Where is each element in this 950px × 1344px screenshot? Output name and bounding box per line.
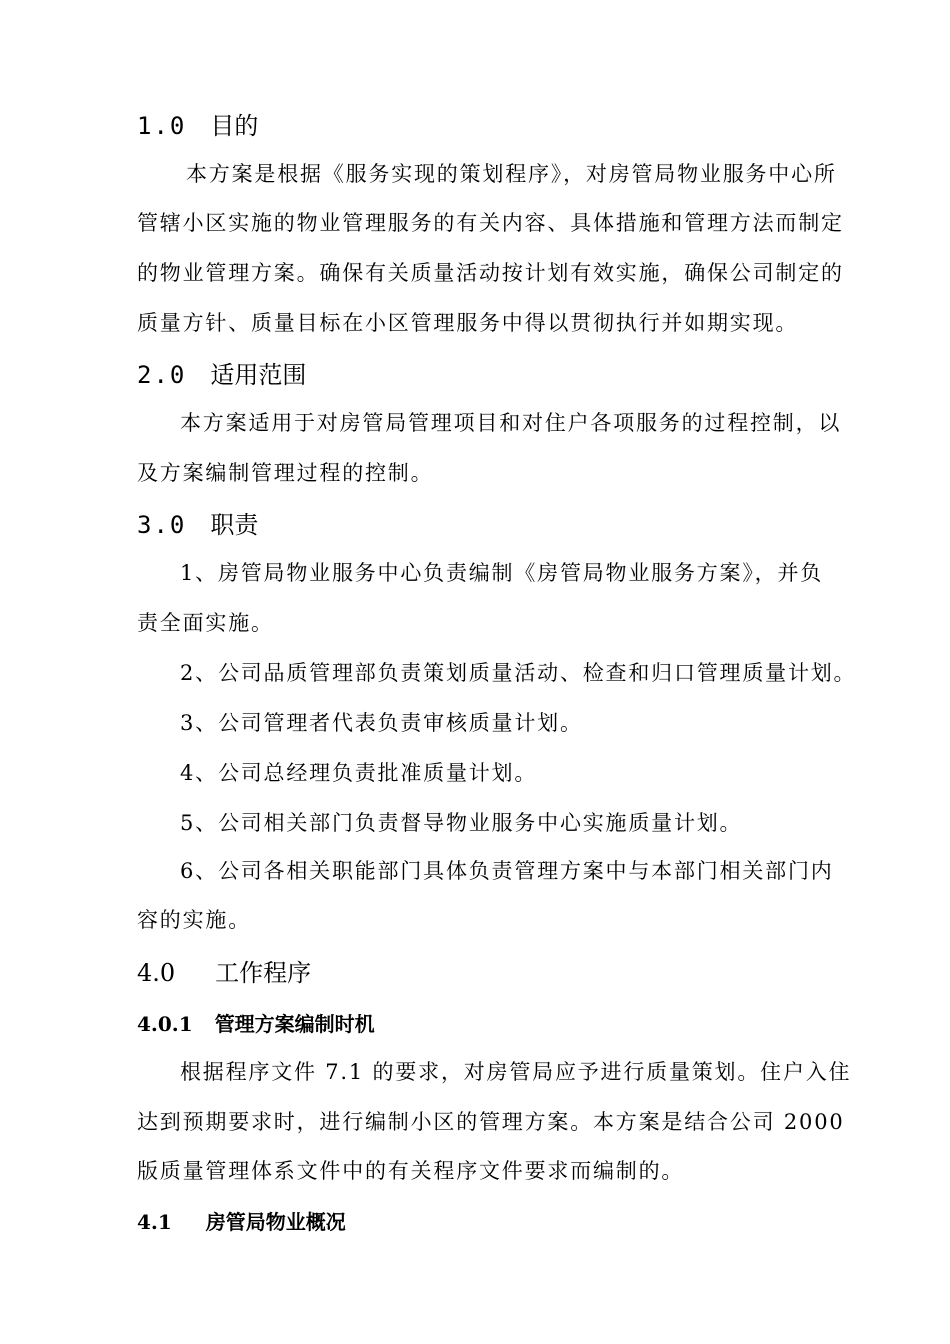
section-heading-work-procedure xyxy=(137,961,311,985)
list-item-line: 责全面实施。 xyxy=(137,611,274,635)
section-heading-purpose xyxy=(137,114,258,138)
paragraph-line: 根据程序文件 7.1 的要求，对房管局应予进行质量策划。住户入住 xyxy=(180,1060,852,1084)
section-heading-scope xyxy=(137,363,306,387)
section-number: 4.0 xyxy=(137,959,176,987)
list-item-line: 4、公司总经理负责批准质量计划。 xyxy=(180,761,538,785)
list-item-line: 3、公司管理者代表负责审核质量计划。 xyxy=(180,711,583,735)
subsection-heading-timing xyxy=(137,1014,375,1034)
section-heading-responsibilities xyxy=(137,513,258,537)
section-number: 1.0 xyxy=(137,112,187,140)
paragraph-line: 管辖小区实施的物业管理服务的有关内容、具体措施和管理方法而制定 xyxy=(137,211,844,235)
section-title: 职责 xyxy=(210,511,259,539)
paragraph-line: 及方案编制管理过程的控制。 xyxy=(137,461,434,485)
paragraph-line: 的物业管理方案。确保有关质量活动按计划有效实施，确保公司制定的 xyxy=(137,261,844,285)
list-item-line: 1、房管局物业服务中心负责编制《房管局物业服务方案》，并负 xyxy=(180,561,824,585)
list-item-line: 6、公司各相关职能部门具体负责管理方案中与本部门相关部门内 xyxy=(180,859,834,883)
paragraph-line: 版质量管理体系文件中的有关程序文件要求而编制的。 xyxy=(137,1159,685,1183)
section-number: 3.0 xyxy=(137,511,187,539)
subsection-title: 管理方案编制时机 xyxy=(214,1012,375,1036)
section-title: 适用范围 xyxy=(210,361,307,389)
list-item-line: 容的实施。 xyxy=(137,908,251,932)
subsection-number: 4.1 xyxy=(137,1210,172,1234)
paragraph-line: 本方案是根据《服务实现的策划程序》，对房管局物业服务中心所 xyxy=(186,162,837,186)
subsection-number: 4.0.1 xyxy=(137,1012,193,1036)
list-item-line: 2、公司品质管理部负责策划质量活动、检查和归口管理质量计划。 xyxy=(180,661,857,685)
section-title: 工作程序 xyxy=(215,959,312,987)
paragraph-line: 达到预期要求时，进行编制小区的管理方案。本方案是结合公司 2000 xyxy=(137,1110,845,1134)
paragraph-line: 质量方针、质量目标在小区管理服务中得以贯彻执行并如期实现。 xyxy=(137,311,799,335)
subsection-title: 房管局物业概况 xyxy=(205,1210,346,1234)
paragraph-line: 本方案适用于对房管局管理项目和对住户各项服务的过程控制，以 xyxy=(180,411,842,435)
section-title: 目的 xyxy=(210,112,259,140)
subsection-heading-overview xyxy=(137,1212,346,1232)
list-item-line: 5、公司相关部门负责督导物业服务中心实施质量计划。 xyxy=(180,811,743,835)
section-number: 2.0 xyxy=(137,361,187,389)
